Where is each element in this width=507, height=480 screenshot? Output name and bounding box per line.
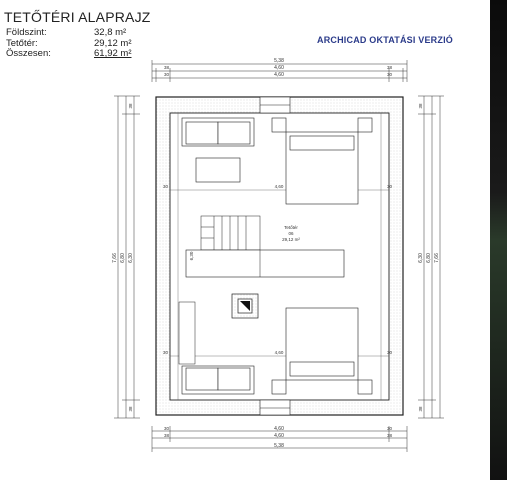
- dim-top-half-r: 30: [387, 72, 393, 77]
- room-number: 06: [288, 231, 294, 236]
- dim-right-total: 7,66: [434, 253, 440, 263]
- dim-bottom-wall-r: 30: [387, 426, 393, 431]
- dim-left-wall-b: 38: [128, 406, 133, 412]
- area-label: Összesen:: [6, 48, 51, 59]
- room-area: 29,12 m²: [282, 237, 300, 242]
- slope-dim-bot-l: 30: [163, 350, 169, 355]
- dim-left-inner: 6,30: [128, 253, 134, 263]
- dim-top-wall-l: 38: [164, 65, 170, 70]
- dim-bottom-wall-l: 30: [164, 426, 170, 431]
- dim-top-half-l: 30: [164, 72, 170, 77]
- background-strip: [490, 0, 507, 480]
- room-name: Tetőtér: [284, 225, 298, 230]
- area-value: 32,8 m²: [94, 27, 127, 38]
- dim-stair: 6,30: [189, 251, 194, 261]
- dim-bottom-half-l: 38: [164, 433, 170, 438]
- slope-dim-top-l: 30: [163, 184, 169, 189]
- sofa-bottom: [182, 366, 254, 394]
- dim-top-wall-r: 38: [387, 65, 393, 70]
- slope-dim-bot: 4,60: [274, 350, 284, 355]
- area-label: Tetőtér:: [6, 37, 38, 49]
- chimney: [232, 294, 258, 318]
- area-total-underlined: 61,92 m²: [94, 48, 132, 59]
- dim-right-mid: 6,80: [426, 253, 432, 263]
- dim-left-wall-t: 38: [128, 103, 133, 109]
- area-label: Földszint:: [6, 27, 47, 38]
- slope-dim-bot-r: 30: [387, 350, 393, 355]
- area-value: 29,12 m²: [94, 37, 132, 49]
- dim-top-total: 5,38: [274, 58, 284, 64]
- window-bottom: [260, 400, 290, 415]
- slope-dim-top-r: 30: [387, 184, 393, 189]
- dim-right-inner: 6,30: [418, 253, 424, 263]
- side-shelf: [179, 302, 195, 364]
- coffee-table: [196, 158, 240, 182]
- page-title: TETŐTÉRI ALAPRAJZ: [4, 9, 151, 25]
- slope-dim-top: 4,60: [274, 184, 284, 189]
- dim-right-wall-b: 38: [418, 406, 423, 412]
- dim-left-total: 7,66: [112, 253, 118, 263]
- sofa-top: [182, 118, 254, 146]
- dim-top-inner: 4,60: [274, 65, 284, 71]
- edu-version-note: ARCHICAD OKTATÁSI VERZIÓ: [317, 35, 453, 45]
- dim-bottom-total: 5,38: [274, 443, 284, 449]
- dim-bottom-half-r: 38: [387, 433, 393, 438]
- dim-top-inner-2: 4,60: [274, 72, 284, 78]
- dim-right-wall-t: 38: [418, 103, 423, 109]
- dim-left-mid: 6,80: [120, 253, 126, 263]
- stair-railing: [186, 250, 344, 277]
- dim-bottom-inner-2: 4,60: [274, 433, 284, 439]
- dim-bottom-inner: 4,60: [274, 426, 284, 432]
- staircase: [201, 216, 260, 250]
